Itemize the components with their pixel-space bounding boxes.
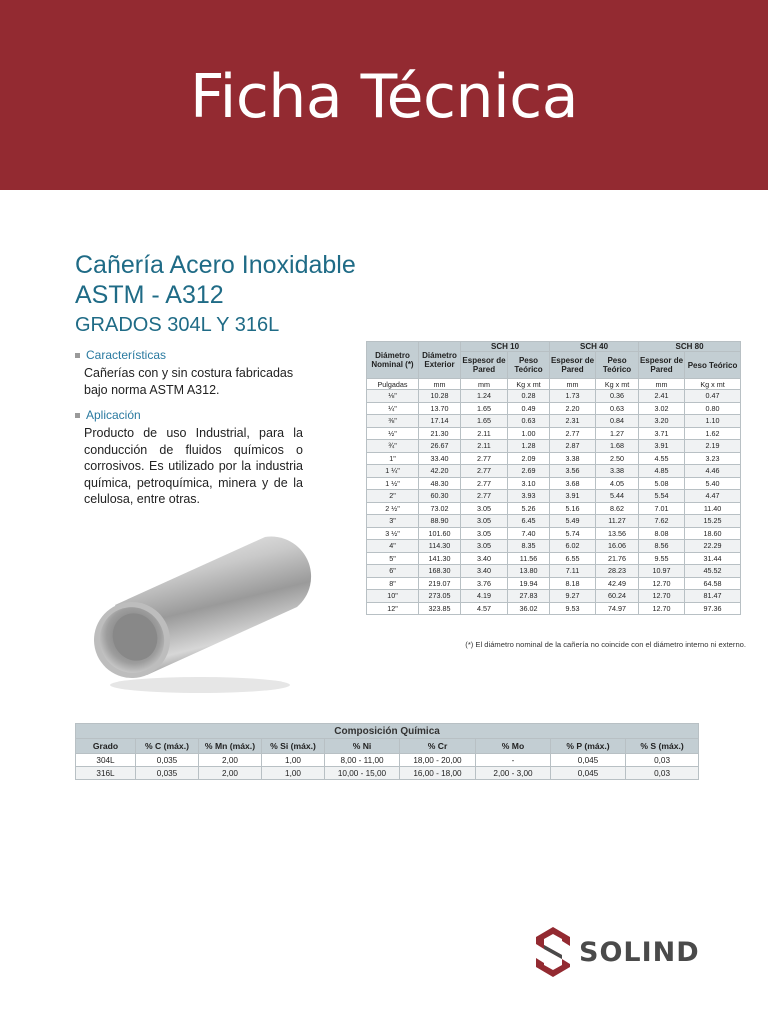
unit-cell: mm bbox=[461, 379, 508, 390]
product-grades: GRADOS 304L Y 316L bbox=[75, 314, 280, 336]
table-cell: 3.20 bbox=[639, 415, 685, 428]
header-sch40: SCH 40 bbox=[550, 342, 639, 352]
table-cell: 3.05 bbox=[461, 527, 508, 540]
square-bullet-icon bbox=[75, 353, 80, 358]
table-cell: 2.87 bbox=[550, 440, 596, 453]
table-cell: 4.47 bbox=[685, 490, 741, 503]
table-cell: ⅜" bbox=[367, 415, 419, 428]
table-row bbox=[367, 590, 741, 603]
table-cell: 316L bbox=[76, 767, 136, 780]
column-header: % P (máx.) bbox=[551, 739, 626, 754]
table-cell: 3.56 bbox=[550, 465, 596, 478]
table-cell: 3.38 bbox=[550, 452, 596, 465]
table-cell: 1.10 bbox=[685, 415, 741, 428]
composition-table bbox=[75, 723, 699, 780]
table-cell: 7.11 bbox=[550, 565, 596, 578]
table-cell: 4.85 bbox=[639, 465, 685, 478]
table-cell: 2.19 bbox=[685, 440, 741, 453]
header-peso: Peso Teórico bbox=[685, 352, 741, 379]
table-cell: 2 ½" bbox=[367, 502, 419, 515]
table-cell: 3.05 bbox=[461, 515, 508, 528]
column-header: % Si (máx.) bbox=[262, 739, 325, 754]
table-cell: 3" bbox=[367, 515, 419, 528]
units-row bbox=[367, 379, 741, 390]
table-cell: 10" bbox=[367, 590, 419, 603]
header-sch10: SCH 10 bbox=[461, 342, 550, 352]
table-cell: 3.71 bbox=[639, 427, 685, 440]
header-exterior: Diámetro Exterior bbox=[419, 342, 461, 379]
table-cell: 42.49 bbox=[596, 577, 639, 590]
header-espesor: Espesor de Pared bbox=[461, 352, 508, 379]
table-cell: 6" bbox=[367, 565, 419, 578]
table-cell: 97.36 bbox=[685, 602, 741, 615]
table-row bbox=[76, 767, 699, 780]
table-cell: 13.80 bbox=[508, 565, 550, 578]
table-cell: 114.30 bbox=[419, 540, 461, 553]
table-cell: 3.91 bbox=[639, 440, 685, 453]
table-cell: 3.93 bbox=[508, 490, 550, 503]
table-cell: 304L bbox=[76, 754, 136, 767]
table-cell: 9.27 bbox=[550, 590, 596, 603]
unit-cell: mm bbox=[639, 379, 685, 390]
table-cell: 3 ½" bbox=[367, 527, 419, 540]
section-text: Cañerías con y sin costura fabricadas bajo norma ASTM A312. bbox=[84, 366, 294, 397]
table-cell: 3.10 bbox=[508, 477, 550, 490]
table-cell: 2.69 bbox=[508, 465, 550, 478]
table-cell: 2.11 bbox=[461, 440, 508, 453]
table-cell: 1.27 bbox=[596, 427, 639, 440]
table-cell: 5.44 bbox=[596, 490, 639, 503]
table-cell: 323.85 bbox=[419, 602, 461, 615]
table-cell: 0.36 bbox=[596, 390, 639, 403]
table-cell: 8.35 bbox=[508, 540, 550, 553]
table-cell: 9.53 bbox=[550, 602, 596, 615]
product-name: Cañería Acero Inoxidable bbox=[75, 251, 356, 279]
table-cell: ⅛" bbox=[367, 390, 419, 403]
table-cell: 0,03 bbox=[626, 754, 699, 767]
table-row bbox=[367, 440, 741, 453]
table-cell: 12.70 bbox=[639, 590, 685, 603]
table-cell: 74.97 bbox=[596, 602, 639, 615]
table-cell: 88.90 bbox=[419, 515, 461, 528]
table-cell: 1,00 bbox=[262, 767, 325, 780]
table-cell: 27.83 bbox=[508, 590, 550, 603]
table-cell: 168.30 bbox=[419, 565, 461, 578]
table-cell: 0,035 bbox=[136, 767, 199, 780]
table-cell: 48.30 bbox=[419, 477, 461, 490]
stainless-pipe-image bbox=[85, 515, 315, 695]
table-cell: 0.47 bbox=[685, 390, 741, 403]
table-cell: 10.28 bbox=[419, 390, 461, 403]
header-banner bbox=[0, 0, 768, 190]
table-cell: 219.07 bbox=[419, 577, 461, 590]
table-row bbox=[367, 452, 741, 465]
table-cell: 2,00 - 3,00 bbox=[476, 767, 551, 780]
table-cell: 0.28 bbox=[508, 390, 550, 403]
table-cell: 1,00 bbox=[262, 754, 325, 767]
header-nominal: Diámetro Nominal (*) bbox=[367, 342, 419, 379]
table-cell: 0.84 bbox=[596, 415, 639, 428]
table-row bbox=[367, 427, 741, 440]
table-cell: 22.29 bbox=[685, 540, 741, 553]
table-cell: 7.01 bbox=[639, 502, 685, 515]
table-cell: 8.08 bbox=[639, 527, 685, 540]
unit-cell: mm bbox=[419, 379, 461, 390]
table-cell: 3.40 bbox=[461, 552, 508, 565]
table-cell: 1 ½" bbox=[367, 477, 419, 490]
logo-text: SOLIND bbox=[579, 936, 700, 968]
table-cell: 11.27 bbox=[596, 515, 639, 528]
table-cell: ¾" bbox=[367, 440, 419, 453]
table-cell: 5.40 bbox=[685, 477, 741, 490]
table-cell: 2.77 bbox=[550, 427, 596, 440]
section-text: Producto de uso Industrial, para la conducción de fluidos químicos o corrosivos. Es utilizado por la industria química, petroquímica, minera y de la celulosa, entre otras. bbox=[84, 426, 303, 506]
table-cell: - bbox=[476, 754, 551, 767]
unit-cell: Kg x mt bbox=[685, 379, 741, 390]
table-cell: 60.30 bbox=[419, 490, 461, 503]
table-cell: 10,00 - 15,00 bbox=[325, 767, 400, 780]
table-cell: 2.31 bbox=[550, 415, 596, 428]
table-row bbox=[367, 402, 741, 415]
table-cell: 101.60 bbox=[419, 527, 461, 540]
table-cell: 11.56 bbox=[508, 552, 550, 565]
table-row bbox=[367, 490, 741, 503]
table-cell: 5.16 bbox=[550, 502, 596, 515]
table-cell: 17.14 bbox=[419, 415, 461, 428]
table-cell: 33.40 bbox=[419, 452, 461, 465]
table-cell: 2.50 bbox=[596, 452, 639, 465]
table-cell: 5.26 bbox=[508, 502, 550, 515]
table-cell: 5.08 bbox=[639, 477, 685, 490]
table-row bbox=[367, 515, 741, 528]
column-header: % Cr bbox=[400, 739, 476, 754]
table-cell: 64.58 bbox=[685, 577, 741, 590]
section-caracteristicas bbox=[75, 348, 303, 398]
unit-cell: Kg x mt bbox=[596, 379, 639, 390]
composition-title: Composición Química bbox=[76, 724, 699, 739]
page-title: Ficha Técnica bbox=[190, 62, 578, 132]
section-heading: Aplicación bbox=[86, 408, 141, 422]
table-cell: ½" bbox=[367, 427, 419, 440]
unit-cell: Kg x mt bbox=[508, 379, 550, 390]
table-cell: 1.65 bbox=[461, 415, 508, 428]
header-espesor: Espesor de Pared bbox=[550, 352, 596, 379]
table-cell: 3.38 bbox=[596, 465, 639, 478]
table-cell: 1.28 bbox=[508, 440, 550, 453]
table-row bbox=[367, 415, 741, 428]
table-cell: 7.40 bbox=[508, 527, 550, 540]
section-aplicacion bbox=[75, 408, 303, 508]
header-peso: Peso Teórico bbox=[596, 352, 639, 379]
table-cell: 8.56 bbox=[639, 540, 685, 553]
table-row bbox=[367, 565, 741, 578]
table-cell: 6.55 bbox=[550, 552, 596, 565]
table-cell: 2.77 bbox=[461, 477, 508, 490]
unit-cell: Pulgadas bbox=[367, 379, 419, 390]
table-cell: 5.74 bbox=[550, 527, 596, 540]
table-cell: 18.60 bbox=[685, 527, 741, 540]
table-cell: 12.70 bbox=[639, 577, 685, 590]
column-header: % Ni bbox=[325, 739, 400, 754]
table-cell: 2.09 bbox=[508, 452, 550, 465]
table-cell: 8.62 bbox=[596, 502, 639, 515]
product-title bbox=[75, 250, 356, 340]
table-row bbox=[367, 552, 741, 565]
table-cell: 1.24 bbox=[461, 390, 508, 403]
table-cell: 28.23 bbox=[596, 565, 639, 578]
table-cell: 73.02 bbox=[419, 502, 461, 515]
table-cell: 2.20 bbox=[550, 402, 596, 415]
table-cell: 3.40 bbox=[461, 565, 508, 578]
table-cell: 2.41 bbox=[639, 390, 685, 403]
table-cell: 2,00 bbox=[199, 767, 262, 780]
table-cell: 4" bbox=[367, 540, 419, 553]
table-cell: 36.02 bbox=[508, 602, 550, 615]
table-cell: 141.30 bbox=[419, 552, 461, 565]
solind-logo-icon bbox=[535, 926, 571, 978]
table-cell: 0,045 bbox=[551, 754, 626, 767]
table-cell: 6.45 bbox=[508, 515, 550, 528]
table-cell: 0.80 bbox=[685, 402, 741, 415]
table-row bbox=[367, 465, 741, 478]
table-cell: 15.25 bbox=[685, 515, 741, 528]
table-row bbox=[76, 754, 699, 767]
column-header: % C (máx.) bbox=[136, 739, 199, 754]
solind-logo bbox=[535, 926, 700, 978]
table-cell: 31.44 bbox=[685, 552, 741, 565]
table-cell: 4.57 bbox=[461, 602, 508, 615]
table-cell: 0,045 bbox=[551, 767, 626, 780]
table-row bbox=[367, 527, 741, 540]
table-row bbox=[367, 577, 741, 590]
table-cell: 273.05 bbox=[419, 590, 461, 603]
table-cell: 10.97 bbox=[639, 565, 685, 578]
table-cell: 0.49 bbox=[508, 402, 550, 415]
table-cell: 2,00 bbox=[199, 754, 262, 767]
table-cell: 4.46 bbox=[685, 465, 741, 478]
table-cell: 21.76 bbox=[596, 552, 639, 565]
table-footnote: (*) El diámetro nominal de la cañería no coincide con el diámetro interno ni externo. bbox=[465, 640, 746, 649]
table-cell: 0,035 bbox=[136, 754, 199, 767]
table-cell: 1.00 bbox=[508, 427, 550, 440]
table-cell: ¼" bbox=[367, 402, 419, 415]
table-cell: 7.62 bbox=[639, 515, 685, 528]
unit-cell: mm bbox=[550, 379, 596, 390]
table-cell: 12" bbox=[367, 602, 419, 615]
table-cell: 5.49 bbox=[550, 515, 596, 528]
table-cell: 1.68 bbox=[596, 440, 639, 453]
column-header: % Mo bbox=[476, 739, 551, 754]
table-cell: 1.62 bbox=[685, 427, 741, 440]
table-cell: 81.47 bbox=[685, 590, 741, 603]
table-cell: 5.54 bbox=[639, 490, 685, 503]
table-cell: 8.18 bbox=[550, 577, 596, 590]
table-cell: 2" bbox=[367, 490, 419, 503]
column-header: % Mn (máx.) bbox=[199, 739, 262, 754]
table-cell: 1.73 bbox=[550, 390, 596, 403]
table-cell: 2.77 bbox=[461, 465, 508, 478]
header-espesor: Espesor de Pared bbox=[639, 352, 685, 379]
column-header: % S (máx.) bbox=[626, 739, 699, 754]
table-cell: 45.52 bbox=[685, 565, 741, 578]
table-cell: 60.24 bbox=[596, 590, 639, 603]
table-cell: 21.30 bbox=[419, 427, 461, 440]
table-cell: 26.67 bbox=[419, 440, 461, 453]
table-row bbox=[367, 390, 741, 403]
table-cell: 3.68 bbox=[550, 477, 596, 490]
table-cell: 3.76 bbox=[461, 577, 508, 590]
product-standard: ASTM - A312 bbox=[75, 281, 224, 309]
table-row bbox=[367, 602, 741, 615]
table-cell: 16.06 bbox=[596, 540, 639, 553]
table-cell: 19.94 bbox=[508, 577, 550, 590]
header-sch80: SCH 80 bbox=[639, 342, 741, 352]
table-cell: 1.65 bbox=[461, 402, 508, 415]
header-peso: Peso Teórico bbox=[508, 352, 550, 379]
table-row bbox=[367, 477, 741, 490]
table-cell: 6.02 bbox=[550, 540, 596, 553]
table-cell: 1" bbox=[367, 452, 419, 465]
table-cell: 0.63 bbox=[596, 402, 639, 415]
table-cell: 3.05 bbox=[461, 540, 508, 553]
table-cell: 1 ¼" bbox=[367, 465, 419, 478]
table-cell: 4.55 bbox=[639, 452, 685, 465]
square-bullet-icon bbox=[75, 413, 80, 418]
table-cell: 3.02 bbox=[639, 402, 685, 415]
section-heading: Características bbox=[86, 348, 167, 362]
table-row bbox=[367, 502, 741, 515]
table-cell: 11.40 bbox=[685, 502, 741, 515]
table-cell: 4.05 bbox=[596, 477, 639, 490]
table-cell: 8" bbox=[367, 577, 419, 590]
table-cell: 2.11 bbox=[461, 427, 508, 440]
table-cell: 13.56 bbox=[596, 527, 639, 540]
table-cell: 12.70 bbox=[639, 602, 685, 615]
table-cell: 42.20 bbox=[419, 465, 461, 478]
table-cell: 3.23 bbox=[685, 452, 741, 465]
table-cell: 2.77 bbox=[461, 452, 508, 465]
dimensions-table bbox=[366, 341, 741, 615]
table-cell: 0.63 bbox=[508, 415, 550, 428]
table-cell: 5" bbox=[367, 552, 419, 565]
table-cell: 3.91 bbox=[550, 490, 596, 503]
table-cell: 8,00 - 11,00 bbox=[325, 754, 400, 767]
table-row bbox=[367, 540, 741, 553]
table-cell: 4.19 bbox=[461, 590, 508, 603]
table-cell: 0,03 bbox=[626, 767, 699, 780]
table-cell: 3.05 bbox=[461, 502, 508, 515]
table-cell: 2.77 bbox=[461, 490, 508, 503]
column-header: Grado bbox=[76, 739, 136, 754]
table-cell: 18,00 - 20,00 bbox=[400, 754, 476, 767]
table-cell: 9.55 bbox=[639, 552, 685, 565]
table-cell: 13.70 bbox=[419, 402, 461, 415]
table-cell: 16,00 - 18,00 bbox=[400, 767, 476, 780]
